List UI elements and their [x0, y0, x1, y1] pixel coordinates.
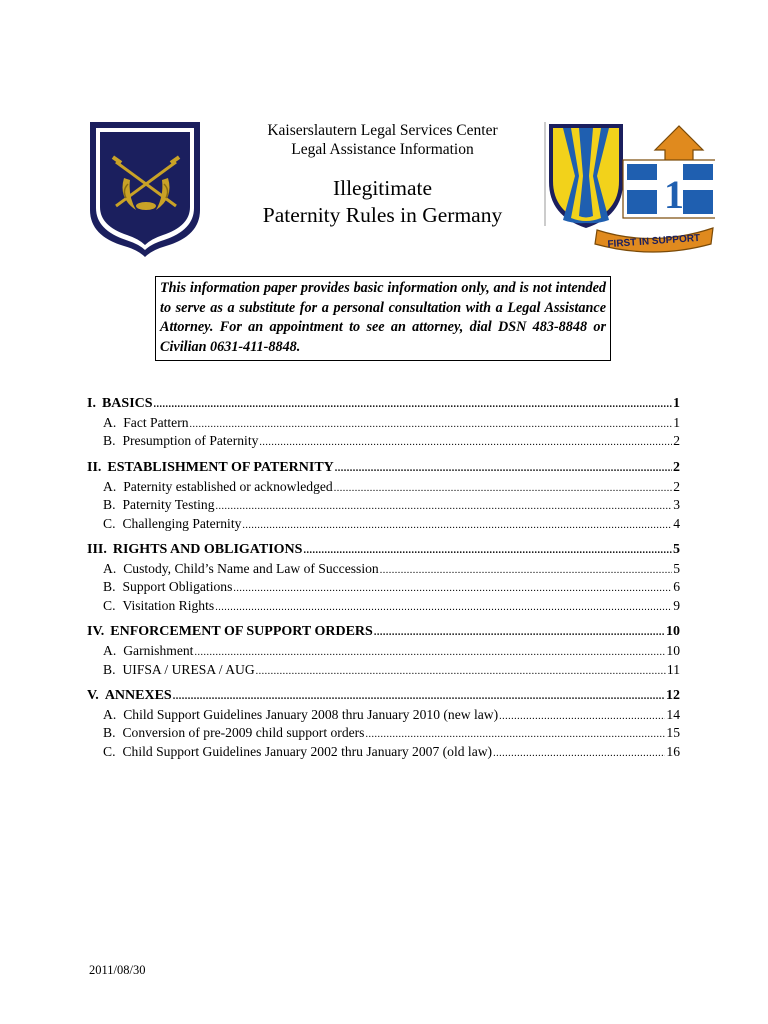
toc-section	[87, 542, 680, 616]
toc-subentry-title: Challenging Paternity	[122, 515, 242, 531]
toc-leader-dots	[154, 399, 672, 410]
toc-entry-sub[interactable]	[87, 516, 680, 534]
disclaimer-box: This information paper provides basic information only, and is not intended to serve as a substitute for a personal consultation with a Legal Assistance Attorney. For an appointment to see an attorney, dial DSN 483-8848 or Civilian 0631-411-8848.	[155, 276, 611, 361]
toc-page-number: 2	[673, 433, 680, 449]
toc-entry-sub[interactable]	[87, 643, 680, 661]
toc-entry-sub[interactable]	[87, 725, 680, 743]
toc-entry-title: ESTABLISHMENT OF PATERNITY	[107, 459, 334, 475]
toc-leader-dots	[242, 520, 672, 531]
toc-page-number: 16	[666, 743, 680, 759]
toc-page-number: 2	[673, 459, 680, 475]
toc-subentry-letter: B.	[103, 661, 116, 677]
toc-page-number: 6	[673, 579, 680, 595]
toc-entry-number: I.	[87, 396, 96, 411]
toc-subentry-title: Child Support Guidelines January 2002 thru January 2007 (old law)	[122, 743, 493, 759]
toc-entry-main[interactable]	[87, 624, 680, 643]
toc-subentry-title: Presumption of Paternity	[122, 433, 259, 449]
toc-leader-dots	[194, 647, 665, 658]
toc-subentry-letter: A.	[103, 706, 117, 722]
toc-entry-title: ANNEXES	[104, 687, 172, 703]
toc-entry-number: II.	[87, 459, 102, 475]
toc-leader-dots	[259, 437, 672, 448]
toc-leader-dots	[380, 565, 673, 576]
toc-leader-dots	[499, 711, 665, 722]
toc-subentry-title: Custody, Child’s Name and Law of Succession	[123, 560, 379, 576]
toc-entry-sub[interactable]	[87, 744, 680, 762]
toc-page-number: 10	[666, 624, 680, 640]
toc-page-number: 15	[666, 725, 680, 741]
toc-subentry-title: Paternity established or acknowledged	[123, 478, 333, 494]
toc-leader-dots	[303, 545, 672, 556]
insignia-banner-text: FIRST IN SUPPORT	[607, 232, 701, 251]
toc-subentry-letter: B.	[103, 579, 116, 595]
toc-subentry-letter: B.	[103, 497, 116, 513]
document-date: 2011/08/30	[89, 963, 146, 977]
toc-entry-sub[interactable]	[87, 415, 680, 433]
toc-subentry-title: Child Support Guidelines January 2008 thru January 2010 (new law)	[123, 706, 499, 722]
org-subtitle: Legal Assistance Information	[291, 141, 474, 158]
toc-page-number: 14	[666, 706, 680, 722]
toc-subentry-title: Fact Pattern	[123, 415, 189, 430]
document-title-line2: Paternity Rules in Germany	[262, 203, 503, 227]
toc-entry-number: IV.	[87, 624, 105, 640]
document-title-line1: Illegitimate	[332, 176, 433, 200]
toc-subentry-title: Support Obligations	[122, 579, 233, 595]
toc-section	[87, 460, 680, 534]
toc-section	[87, 396, 680, 452]
insignia-numeral: 1	[664, 172, 684, 217]
toc-page-number: 1	[673, 396, 680, 411]
toc-leader-dots	[256, 666, 666, 677]
toc-entry-sub[interactable]	[87, 579, 680, 597]
unit-insignia-group	[543, 120, 715, 258]
toc-entry-sub[interactable]	[87, 561, 680, 579]
toc-entry-title: ENFORCEMENT OF SUPPORT ORDERS	[110, 624, 373, 640]
toc-subentry-letter: B.	[103, 725, 116, 741]
toc-subentry-letter: A.	[103, 478, 117, 494]
toc-leader-dots	[216, 501, 673, 512]
toc-entry-sub[interactable]	[87, 433, 680, 451]
jag-corps-shield-icon	[86, 118, 204, 260]
toc-section	[87, 624, 680, 680]
toc-page-number: 3	[673, 497, 680, 513]
org-name: Kaiserslautern Legal Services Center	[267, 122, 498, 139]
toc-section	[87, 688, 680, 762]
toc-subentry-letter: A.	[103, 560, 117, 576]
toc-leader-dots	[374, 627, 665, 638]
toc-entry-main[interactable]	[87, 688, 680, 707]
toc-leader-dots	[190, 419, 673, 430]
toc-page-number: 1	[673, 415, 680, 430]
toc-entry-title: BASICS	[101, 396, 153, 411]
toc-page-number: 2	[673, 478, 680, 494]
toc-subentry-letter: C.	[103, 515, 116, 531]
toc-leader-dots	[335, 463, 672, 474]
toc-leader-dots	[173, 691, 665, 702]
toc-entry-sub[interactable]	[87, 598, 680, 616]
toc-subentry-letter: B.	[103, 433, 116, 449]
toc-leader-dots	[334, 483, 672, 494]
document-header	[230, 121, 535, 229]
toc-leader-dots	[215, 602, 672, 613]
toc-entry-main[interactable]	[87, 542, 680, 561]
toc-subentry-title: Visitation Rights	[122, 597, 215, 613]
toc-entry-title: RIGHTS AND OBLIGATIONS	[112, 541, 303, 557]
toc-subentry-letter: C.	[103, 597, 116, 613]
toc-page-number: 9	[673, 597, 680, 613]
toc-subentry-title: Garnishment	[123, 643, 194, 659]
toc-page-number: 11	[666, 661, 680, 677]
toc-subentry-letter: A.	[103, 643, 117, 659]
shoulder-patch-icon	[549, 124, 623, 228]
toc-entry-sub[interactable]	[87, 479, 680, 497]
toc-subentry-title: UIFSA / URESA / AUG	[122, 661, 255, 677]
table-of-contents	[87, 396, 680, 770]
toc-entry-main[interactable]	[87, 396, 680, 415]
toc-leader-dots	[493, 748, 665, 759]
toc-entry-sub[interactable]	[87, 497, 680, 515]
toc-subentry-title: Paternity Testing	[122, 497, 215, 513]
toc-page-number: 5	[673, 560, 680, 576]
toc-page-number: 10	[666, 643, 680, 659]
toc-subentry-letter: C.	[103, 743, 116, 759]
toc-entry-number: III.	[87, 541, 107, 557]
toc-leader-dots	[365, 729, 665, 740]
toc-subentry-title: Conversion of pre-2009 child support orders	[122, 725, 365, 741]
toc-leader-dots	[233, 583, 672, 594]
toc-entry-main[interactable]	[87, 460, 680, 479]
toc-subentry-letter: A.	[103, 415, 117, 430]
toc-page-number: 5	[673, 541, 680, 557]
toc-page-number: 4	[673, 515, 680, 531]
toc-page-number: 12	[666, 687, 680, 703]
toc-entry-sub[interactable]	[87, 707, 680, 725]
toc-entry-number: V.	[87, 687, 99, 703]
toc-entry-sub[interactable]	[87, 662, 680, 680]
